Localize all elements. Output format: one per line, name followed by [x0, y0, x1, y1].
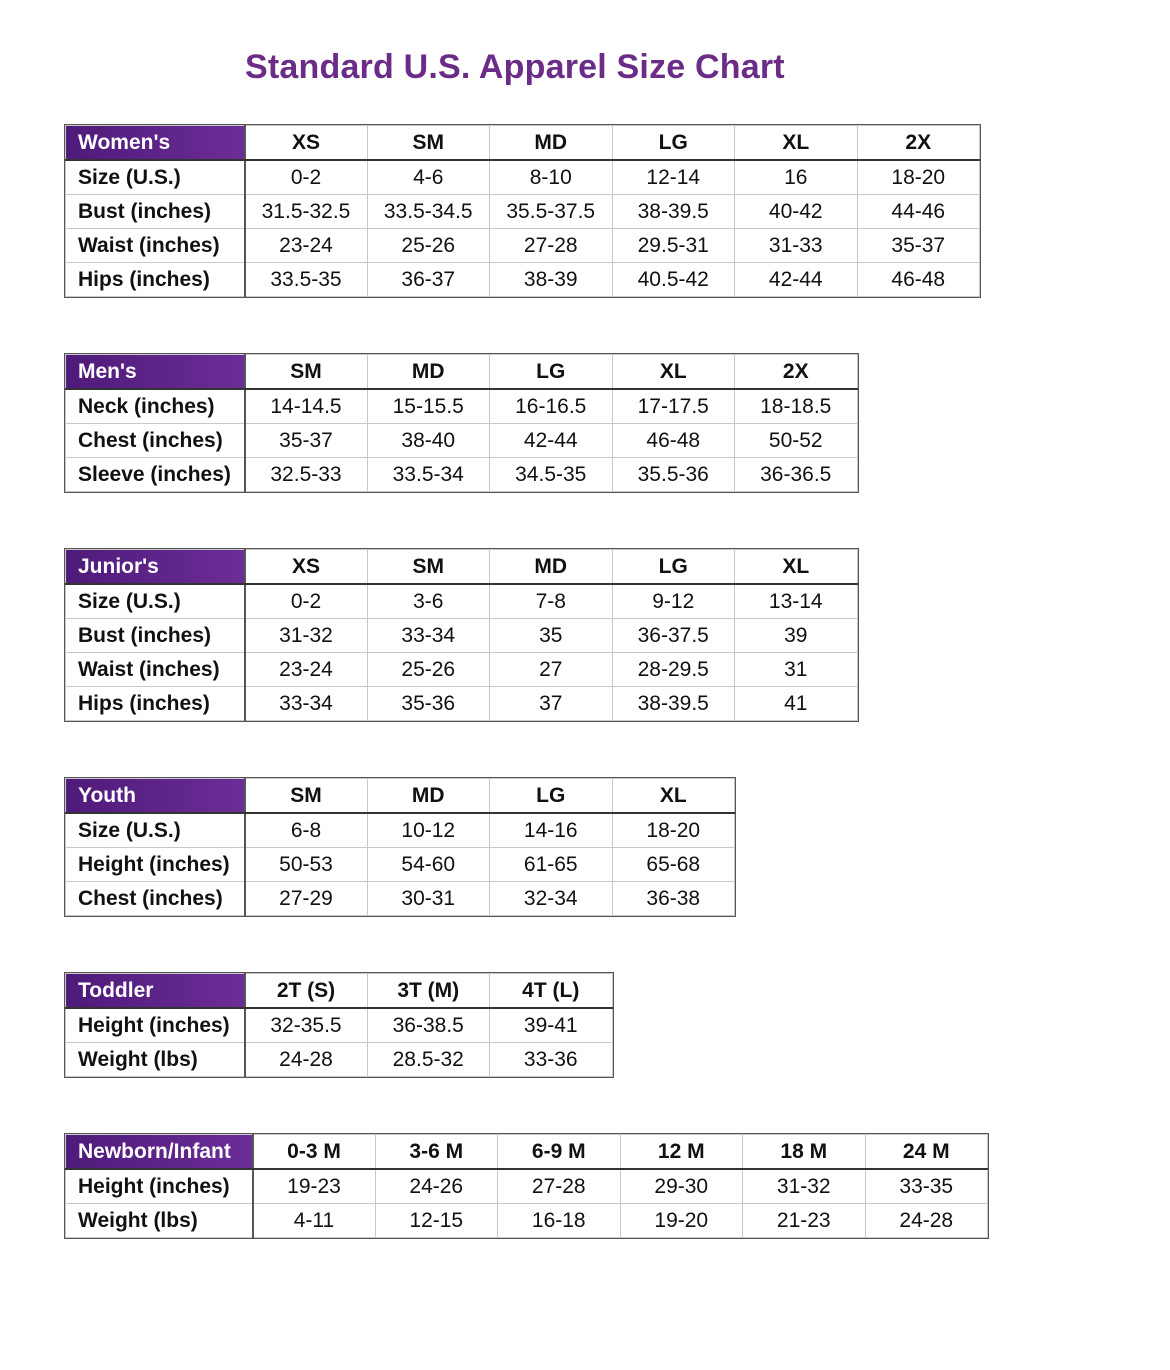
size-column-header: 18 M: [743, 1135, 866, 1170]
table-cell: 18-20: [612, 813, 735, 848]
table-cell: 18-20: [857, 160, 980, 195]
table-cell: 21-23: [743, 1204, 866, 1238]
size-column-header: MD: [367, 355, 490, 390]
table-header-row: [66, 1135, 988, 1170]
table-cell: 25-26: [367, 229, 490, 263]
table-cell: 65-68: [612, 848, 735, 882]
table-cell: 12-15: [375, 1204, 498, 1238]
table-cell: 33-34: [367, 619, 490, 653]
table-cell: 33.5-34.5: [367, 195, 490, 229]
table-cell: 42-44: [490, 424, 613, 458]
size-column-header: MD: [490, 550, 613, 585]
table-cell: 3-6: [367, 584, 490, 619]
table-cell: 19-20: [620, 1204, 743, 1238]
table-cell: 37: [490, 687, 613, 721]
table-cell: 33-34: [245, 687, 368, 721]
table-cell: 35.5-37.5: [490, 195, 613, 229]
table-cell: 29-30: [620, 1169, 743, 1204]
table-cell: 4-11: [253, 1204, 376, 1238]
table-header-row: [66, 126, 980, 161]
row-label: Size (U.S.): [66, 813, 245, 848]
table-cell: 39-41: [490, 1008, 613, 1043]
table-cell: 33-36: [490, 1043, 613, 1077]
table-cell: 31-32: [743, 1169, 866, 1204]
table-cell: 46-48: [857, 263, 980, 297]
table-row: [66, 229, 980, 263]
table-cell: 0-2: [245, 160, 368, 195]
table-row: [66, 1204, 988, 1238]
table-cell: 36-37.5: [612, 619, 735, 653]
table-header-row: [66, 355, 858, 390]
table-category-label: Men's: [66, 355, 245, 390]
table-cell: 31-32: [245, 619, 368, 653]
table-cell: 31: [735, 653, 858, 687]
table-cell: 38-39: [490, 263, 613, 297]
size-column-header: LG: [612, 126, 735, 161]
table-row: [66, 424, 858, 458]
table-row: [66, 195, 980, 229]
table-cell: 39: [735, 619, 858, 653]
table-cell: 13-14: [735, 584, 858, 619]
size-column-header: XL: [612, 355, 735, 390]
men-s-size-table: [65, 354, 858, 492]
row-label: Neck (inches): [66, 389, 245, 424]
table-cell: 4-6: [367, 160, 490, 195]
table-cell: 33.5-35: [245, 263, 368, 297]
table-cell: 14-14.5: [245, 389, 368, 424]
table-cell: 38-39.5: [612, 687, 735, 721]
table-cell: 12-14: [612, 160, 735, 195]
table-cell: 35.5-36: [612, 458, 735, 492]
row-label: Sleeve (inches): [66, 458, 245, 492]
size-column-header: LG: [612, 550, 735, 585]
table-cell: 9-12: [612, 584, 735, 619]
table-cell: 14-16: [490, 813, 613, 848]
table-cell: 8-10: [490, 160, 613, 195]
size-column-header: MD: [490, 126, 613, 161]
table-cell: 32-34: [490, 882, 613, 916]
table-cell: 27-29: [245, 882, 368, 916]
table-cell: 40-42: [735, 195, 858, 229]
table-cell: 41: [735, 687, 858, 721]
table-cell: 32.5-33: [245, 458, 368, 492]
table-cell: 17-17.5: [612, 389, 735, 424]
size-column-header: LG: [490, 355, 613, 390]
table-category-label: Women's: [66, 126, 245, 161]
table-cell: 24-28: [245, 1043, 368, 1077]
row-label: Waist (inches): [66, 653, 245, 687]
table-header-row: [66, 779, 735, 814]
table-cell: 36-37: [367, 263, 490, 297]
table-cell: 28.5-32: [367, 1043, 490, 1077]
table-category-label: Youth: [66, 779, 245, 814]
table-cell: 6-8: [245, 813, 368, 848]
size-column-header: SM: [367, 126, 490, 161]
table-cell: 40.5-42: [612, 263, 735, 297]
size-column-header: XL: [612, 779, 735, 814]
row-label: Chest (inches): [66, 882, 245, 916]
table-cell: 33.5-34: [367, 458, 490, 492]
table-cell: 16-18: [498, 1204, 621, 1238]
table-row: [66, 458, 858, 492]
table-cell: 31.5-32.5: [245, 195, 368, 229]
table-cell: 15-15.5: [367, 389, 490, 424]
women-s-size-table: [65, 125, 980, 297]
row-label: Weight (lbs): [66, 1043, 245, 1077]
table-cell: 27-28: [490, 229, 613, 263]
table-cell: 23-24: [245, 653, 368, 687]
table-cell: 35-36: [367, 687, 490, 721]
size-column-header: SM: [245, 355, 368, 390]
row-label: Waist (inches): [66, 229, 245, 263]
table-cell: 24-28: [865, 1204, 988, 1238]
table-cell: 34.5-35: [490, 458, 613, 492]
table-cell: 50-53: [245, 848, 368, 882]
table-cell: 7-8: [490, 584, 613, 619]
table-cell: 42-44: [735, 263, 858, 297]
row-label: Chest (inches): [66, 424, 245, 458]
row-label: Height (inches): [66, 1008, 245, 1043]
row-label: Bust (inches): [66, 195, 245, 229]
table-row: [66, 160, 980, 195]
row-label: Hips (inches): [66, 687, 245, 721]
table-row: [66, 687, 858, 721]
junior-s-size-table: [65, 549, 858, 721]
size-column-header: 0-3 M: [253, 1135, 376, 1170]
table-row: [66, 848, 735, 882]
table-cell: 50-52: [735, 424, 858, 458]
size-column-header: XL: [735, 550, 858, 585]
table-cell: 27: [490, 653, 613, 687]
table-cell: 28-29.5: [612, 653, 735, 687]
size-column-header: 4T (L): [490, 974, 613, 1009]
size-column-header: MD: [367, 779, 490, 814]
table-row: [66, 584, 858, 619]
table-cell: 32-35.5: [245, 1008, 368, 1043]
row-label: Height (inches): [66, 848, 245, 882]
table-row: [66, 813, 735, 848]
table-cell: 35-37: [245, 424, 368, 458]
youth-size-table: [65, 778, 735, 916]
table-row: [66, 619, 858, 653]
size-column-header: SM: [367, 550, 490, 585]
newborn-infant-size-table: [65, 1134, 988, 1238]
table-cell: 36-38.5: [367, 1008, 490, 1043]
table-cell: 23-24: [245, 229, 368, 263]
table-cell: 61-65: [490, 848, 613, 882]
row-label: Size (U.S.): [66, 584, 245, 619]
table-row: [66, 1008, 613, 1043]
table-cell: 27-28: [498, 1169, 621, 1204]
toddler-size-table: [65, 973, 613, 1077]
size-column-header: XS: [245, 550, 368, 585]
size-column-header: 2X: [735, 355, 858, 390]
size-column-header: 3-6 M: [375, 1135, 498, 1170]
table-cell: 29.5-31: [612, 229, 735, 263]
table-header-row: [66, 974, 613, 1009]
table-cell: 38-39.5: [612, 195, 735, 229]
table-cell: 36-38: [612, 882, 735, 916]
size-column-header: 6-9 M: [498, 1135, 621, 1170]
size-column-header: 24 M: [865, 1135, 988, 1170]
table-cell: 33-35: [865, 1169, 988, 1204]
size-column-header: 12 M: [620, 1135, 743, 1170]
size-column-header: SM: [245, 779, 368, 814]
table-cell: 18-18.5: [735, 389, 858, 424]
table-cell: 54-60: [367, 848, 490, 882]
table-cell: 35: [490, 619, 613, 653]
table-cell: 46-48: [612, 424, 735, 458]
table-cell: 16-16.5: [490, 389, 613, 424]
table-cell: 44-46: [857, 195, 980, 229]
table-row: [66, 1169, 988, 1204]
table-row: [66, 882, 735, 916]
table-cell: 10-12: [367, 813, 490, 848]
table-row: [66, 263, 980, 297]
table-header-row: [66, 550, 858, 585]
table-cell: 30-31: [367, 882, 490, 916]
row-label: Hips (inches): [66, 263, 245, 297]
size-column-header: 2X: [857, 126, 980, 161]
table-category-label: Toddler: [66, 974, 245, 1009]
row-label: Weight (lbs): [66, 1204, 253, 1238]
table-row: [66, 653, 858, 687]
size-column-header: 3T (M): [367, 974, 490, 1009]
table-row: [66, 1043, 613, 1077]
table-cell: 38-40: [367, 424, 490, 458]
table-cell: 36-36.5: [735, 458, 858, 492]
row-label: Size (U.S.): [66, 160, 245, 195]
table-cell: 35-37: [857, 229, 980, 263]
size-column-header: 2T (S): [245, 974, 368, 1009]
table-cell: 16: [735, 160, 858, 195]
row-label: Height (inches): [66, 1169, 253, 1204]
size-column-header: XS: [245, 126, 368, 161]
table-cell: 24-26: [375, 1169, 498, 1204]
table-cell: 31-33: [735, 229, 858, 263]
table-cell: 19-23: [253, 1169, 376, 1204]
table-row: [66, 389, 858, 424]
table-cell: 25-26: [367, 653, 490, 687]
table-category-label: Newborn/Infant: [66, 1135, 253, 1170]
table-category-label: Junior's: [66, 550, 245, 585]
page-title: Standard U.S. Apparel Size Chart: [245, 48, 785, 86]
size-column-header: LG: [490, 779, 613, 814]
row-label: Bust (inches): [66, 619, 245, 653]
table-cell: 0-2: [245, 584, 368, 619]
size-column-header: XL: [735, 126, 858, 161]
